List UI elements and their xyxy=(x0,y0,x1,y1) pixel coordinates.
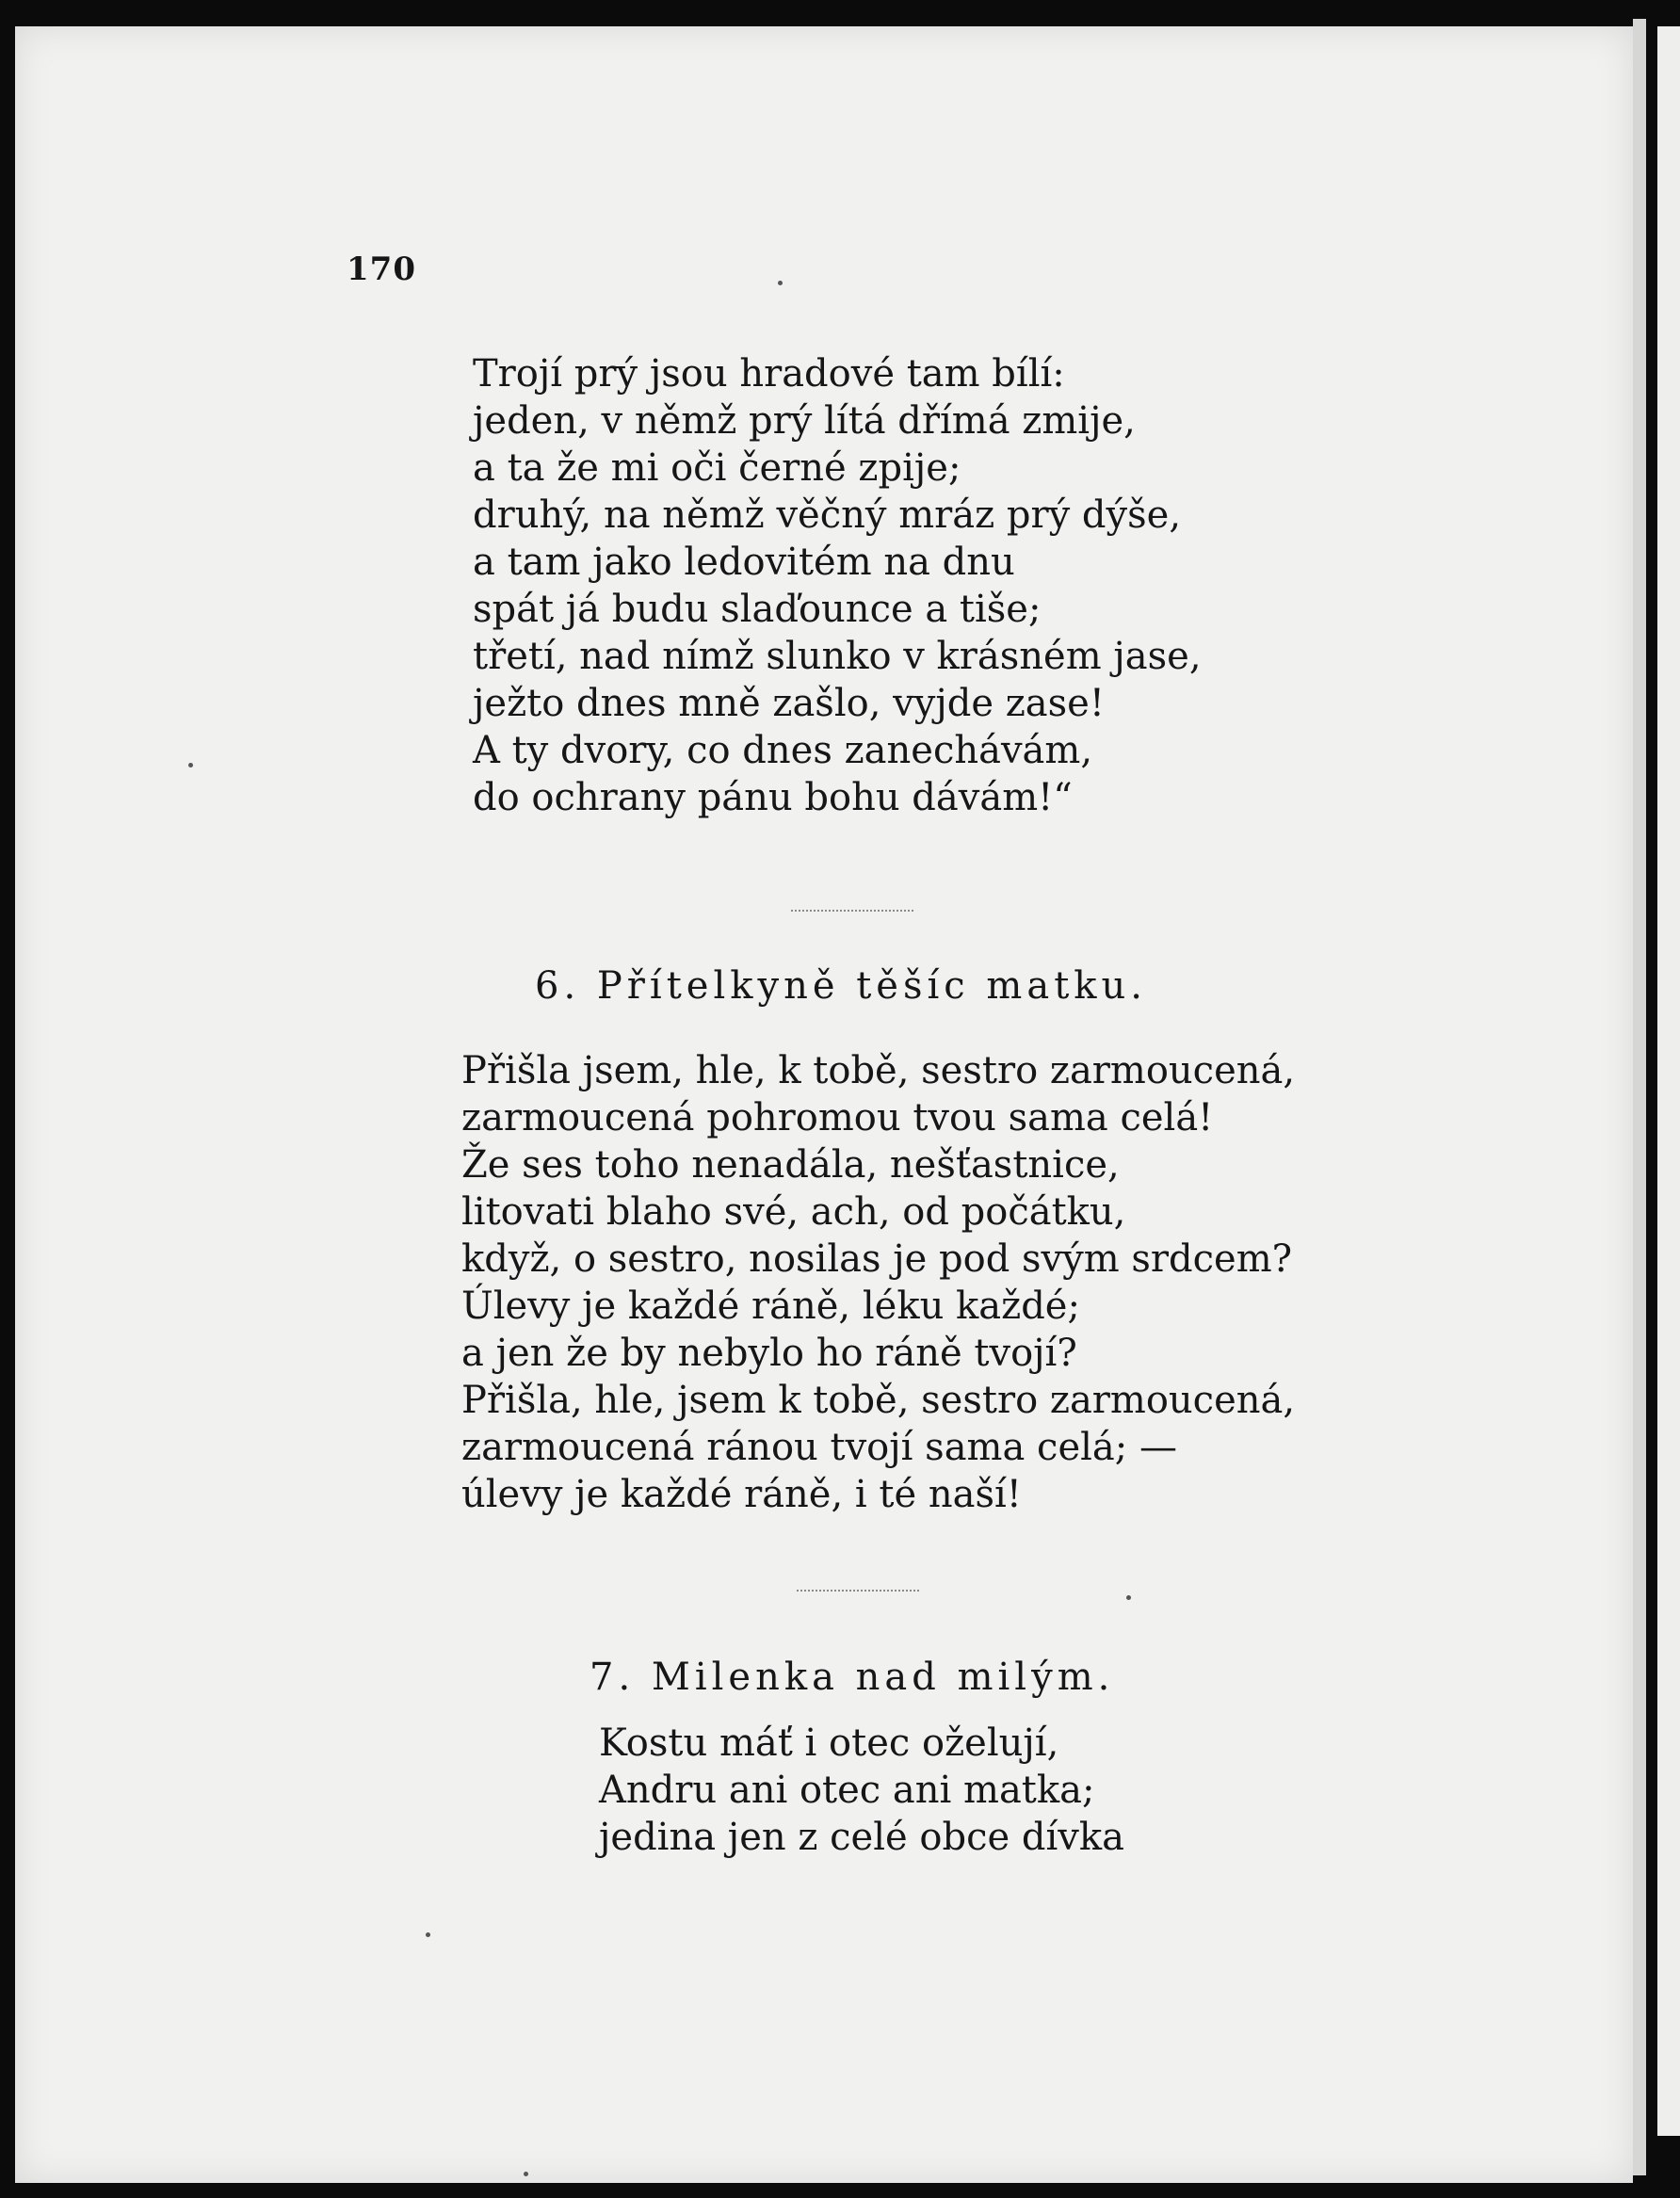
verse-line: a tam jako ledovitém na dnu xyxy=(473,541,1015,584)
verse-line: zarmoucená pohromou tvou sama celá! xyxy=(461,1096,1214,1139)
print-speck xyxy=(188,763,193,768)
verse-line: do ochrany pánu bohu dávám!“ xyxy=(473,776,1073,819)
verse-line: Úlevy je každé ráně, léku každé; xyxy=(461,1285,1080,1328)
verse-line: litovati blaho své, ach, od počátku, xyxy=(461,1190,1126,1234)
verse-line: Andru ani otec ani matka; xyxy=(599,1769,1095,1812)
verse-line: Přišla jsem, hle, k tobě, sestro zarmoucená, xyxy=(461,1049,1296,1092)
print-speck xyxy=(524,2172,528,2176)
page-edge xyxy=(1633,19,1646,2175)
verse-line: zarmoucená ránou tvojí sama celá; — xyxy=(461,1426,1177,1469)
print-speck xyxy=(426,1932,430,1937)
verse-line: ježto dnes mně zašlo, vyjde zase! xyxy=(473,682,1105,725)
section-divider xyxy=(791,910,913,917)
verse-line: když, o sestro, nosilas je pod svým srdcem? xyxy=(461,1237,1293,1281)
page-number: 170 xyxy=(347,251,416,288)
verse-line: třetí, nad nímž slunko v krásném jase, xyxy=(473,635,1202,678)
verse-line: druhý, na němž věčný mráz prý dýše, xyxy=(473,493,1182,537)
poem-section-6 xyxy=(461,1047,1295,1518)
print-speck xyxy=(778,281,783,285)
poem-continuation xyxy=(473,350,1202,821)
verse-line: úlevy je každé ráně, i té naší! xyxy=(461,1473,1022,1516)
verse-line: jeden, v němž prý lítá dřímá zmije, xyxy=(473,399,1136,443)
verse-line: Že ses toho nenadála, nešťastnice, xyxy=(461,1143,1120,1187)
verse-line: A ty dvory, co dnes zanechávám, xyxy=(473,729,1093,772)
section-divider xyxy=(797,1590,919,1597)
poem-section-7 xyxy=(599,1720,1124,1861)
next-page-edge xyxy=(1657,26,1680,2136)
verse-line: jedina jen z celé obce dívka xyxy=(599,1816,1124,1859)
section-title: 7. Milenka nad milým. xyxy=(590,1656,1115,1699)
verse-line: Trojí prý jsou hradové tam bílí: xyxy=(473,352,1065,396)
verse-line: spát já budu slaďounce a tiše; xyxy=(473,588,1042,631)
verse-line: Kostu máť i otec oželují, xyxy=(599,1721,1059,1765)
print-speck xyxy=(1126,1595,1131,1600)
verse-line: a ta že mi oči černé zpije; xyxy=(473,446,961,490)
section-title: 6. Přítelkyně těšíc matku. xyxy=(535,964,1147,1008)
verse-line: a jen že by nebylo ho ráně tvojí? xyxy=(461,1332,1077,1375)
verse-line: Přišla, hle, jsem k tobě, sestro zarmoucená, xyxy=(461,1379,1296,1422)
